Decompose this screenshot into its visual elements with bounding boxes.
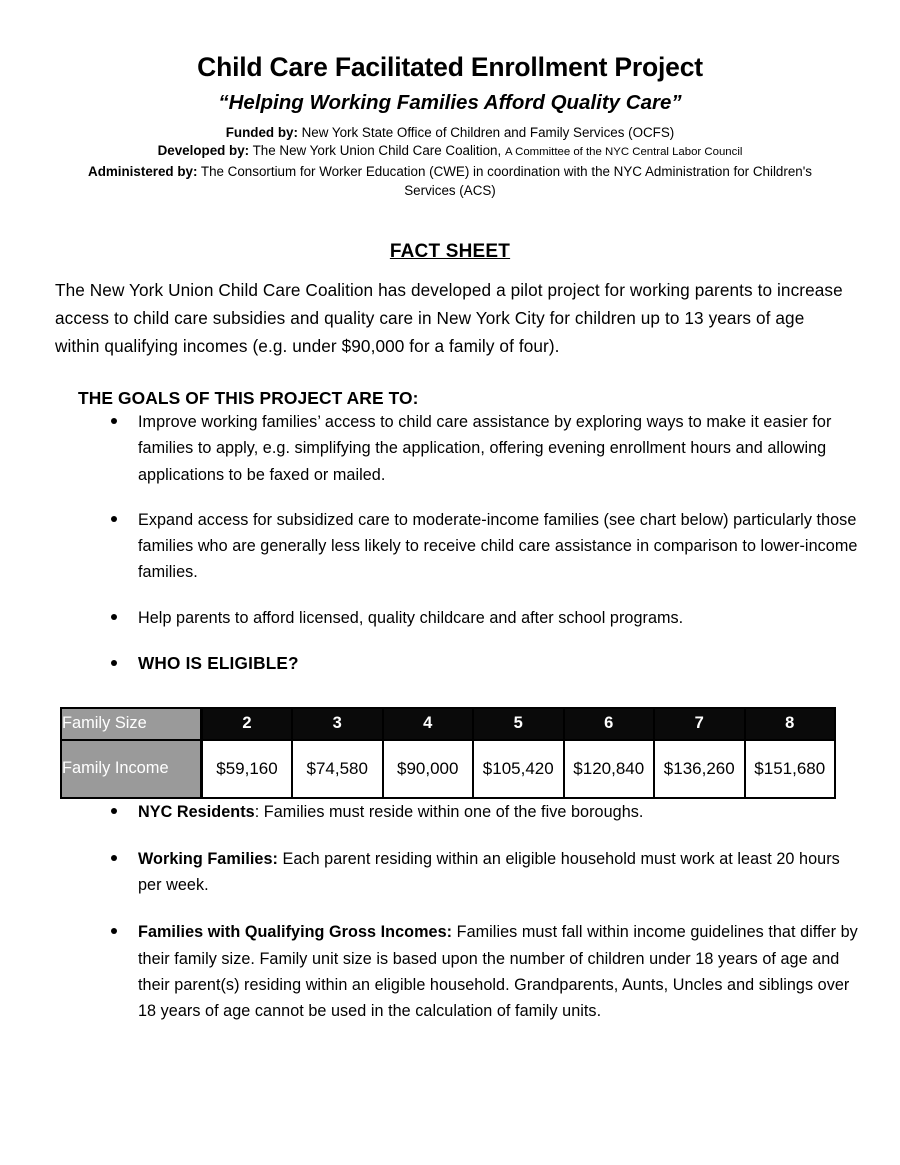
column-header-size-6: 6 xyxy=(564,708,655,740)
list-item xyxy=(107,846,858,898)
column-header-size-2: 2 xyxy=(202,708,293,740)
income-value-size-2: $59,160 xyxy=(202,740,293,798)
bullet-icon xyxy=(111,614,117,620)
income-value-size-4: $90,000 xyxy=(383,740,474,798)
bullet-icon xyxy=(111,855,117,861)
credit-developed-by xyxy=(70,142,830,161)
eligibility-text: : Families must reside within one of the five boroughs. xyxy=(254,802,644,821)
who-is-eligible-text: WHO IS ELIGIBLE? xyxy=(138,652,299,673)
credits-block xyxy=(70,114,830,200)
eligibility-text: Families must fall within income guidelines that differ by their family size. Family unit size is based upon the number of children under 18 years of age and their parent(s) residing within an eligible household. Grandparents, Aunts, Uncles and siblings over 18 years of age cannot be used in the calculation of family units. xyxy=(138,923,858,1021)
income-value-size-6: $120,840 xyxy=(564,740,655,798)
list-item xyxy=(107,799,858,825)
column-header-size-7: 7 xyxy=(654,708,745,740)
developed-by-note: A Committee of the NYC Central Labor Council xyxy=(504,146,743,159)
administered-by-value: The Consortium for Worker Education (CWE) in coordination with the NYC Administration for Children's Services (ACS) xyxy=(200,163,812,198)
column-header-size-8: 8 xyxy=(745,708,836,740)
income-value-size-5: $105,420 xyxy=(473,740,564,798)
funded-by-label: Funded by: xyxy=(225,125,298,141)
income-value-size-8: $151,680 xyxy=(745,740,836,798)
list-item xyxy=(107,605,858,631)
table-row xyxy=(61,708,835,740)
row-header-family-income: Family Income xyxy=(61,740,202,798)
credit-funded-by xyxy=(70,114,830,142)
bullet-icon xyxy=(111,418,117,424)
income-eligibility-table-wrap xyxy=(0,678,900,799)
fact-sheet-heading: FACT SHEET xyxy=(389,241,511,263)
bullet-icon xyxy=(111,516,117,522)
row-header-family-size: Family Size xyxy=(61,708,202,740)
bullet-icon xyxy=(111,928,117,934)
goals-list xyxy=(0,409,900,678)
list-item xyxy=(107,507,858,586)
column-header-size-4: 4 xyxy=(383,708,474,740)
list-item xyxy=(107,919,858,1024)
eligibility-label: NYC Residents xyxy=(138,802,255,821)
goal-text: Expand access for subsidized care to moderate-income families (see chart below) particularly those families who are generally less likely to receive child care assistance in comparison to lower-income families. xyxy=(138,510,858,582)
eligibility-text: Each parent residing within an eligible household must work at least 20 hours per week. xyxy=(138,849,840,895)
intro-paragraph: The New York Union Child Care Coalition has developed a pilot project for working parents to increase access to child care subsidies and quality care in New York City for children up to 13 years of age within qualifying incomes (e.g. under $90,000 for a family of four). xyxy=(55,280,843,357)
eligibility-label: Working Families: xyxy=(138,849,278,868)
goal-text: Improve working families’ access to child care assistance by exploring ways to make it easier for families to apply, e.g. simplifying the application, offering evening enrollment hours and allowing applications to be faxed or mailed. xyxy=(138,413,832,484)
goal-text: Help parents to afford licensed, quality childcare and after school programs. xyxy=(138,608,684,627)
developed-by-label: Developed by: xyxy=(157,143,250,159)
table-row xyxy=(61,740,835,798)
column-header-size-3: 3 xyxy=(292,708,383,740)
column-header-size-5: 5 xyxy=(473,708,564,740)
eligibility-label: Families with Qualifying Gross Incomes: xyxy=(138,923,453,942)
goals-heading: THE GOALS OF THIS PROJECT ARE TO: xyxy=(78,388,419,409)
list-item xyxy=(107,409,858,488)
funded-by-value: New York State Office of Children and Family Services (OCFS) xyxy=(301,125,675,141)
income-value-size-3: $74,580 xyxy=(292,740,383,798)
page-subtitle: “Helping Working Families Afford Quality Care” xyxy=(218,90,682,114)
bullet-icon xyxy=(111,660,117,666)
credit-administered-by xyxy=(70,161,830,200)
eligibility-list xyxy=(0,799,900,1025)
income-eligibility-table xyxy=(60,707,836,799)
developed-by-value: The New York Union Child Care Coalition, xyxy=(252,143,502,159)
bullet-icon xyxy=(111,808,117,814)
page-title: Child Care Facilitated Enrollment Project xyxy=(197,52,703,82)
administered-by-label: Administered by: xyxy=(88,163,198,179)
income-value-size-7: $136,260 xyxy=(654,740,745,798)
who-is-eligible-heading xyxy=(107,650,858,678)
